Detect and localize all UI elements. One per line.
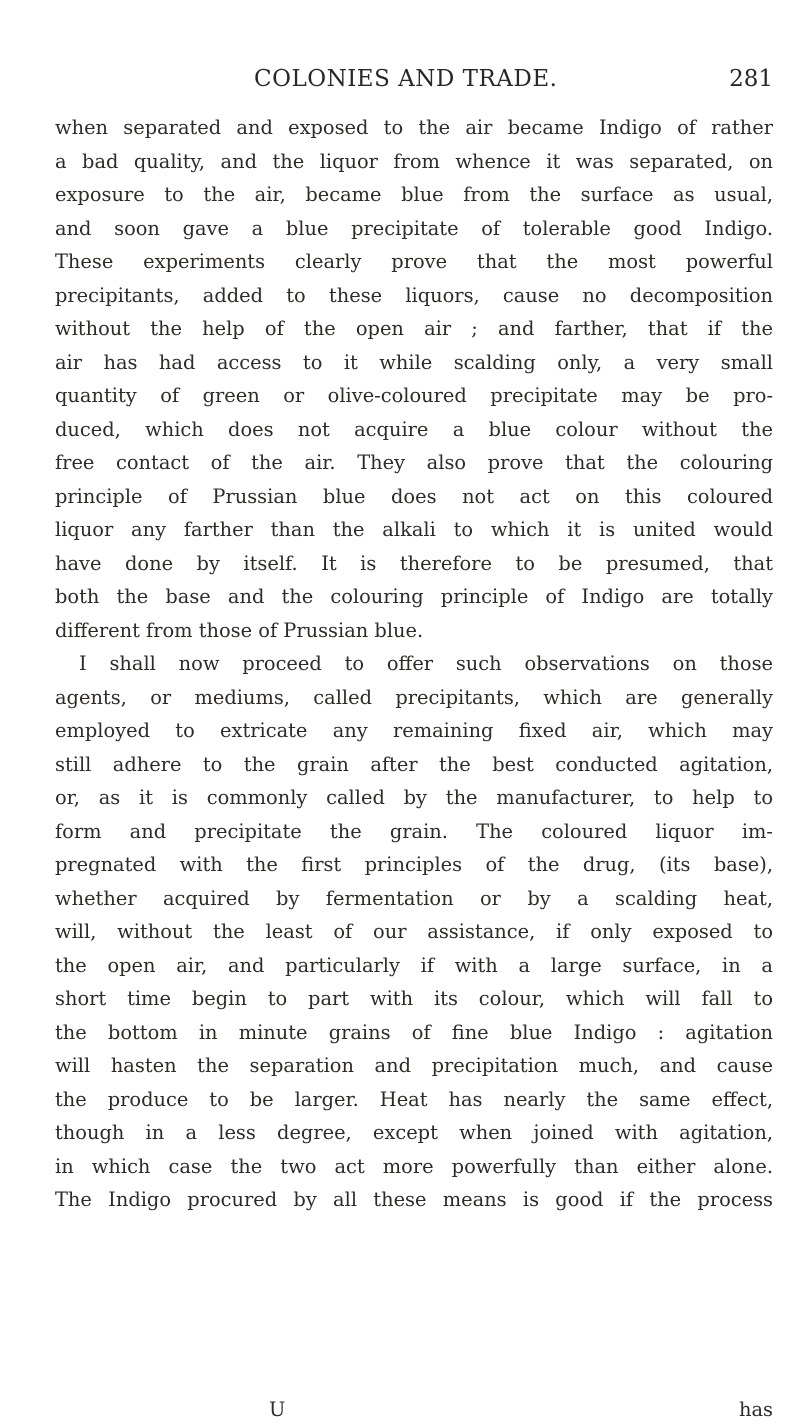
text-line: though in a less degree, except when joined with agitation,	[55, 1121, 773, 1144]
running-head: COLONIES AND TRADE.	[254, 66, 558, 92]
body-text	[55, 111, 773, 1217]
text-line: whether acquired by fermentation or by a scalding heat,	[55, 886, 773, 910]
text-line: or, as it is commonly called by the manufacturer, to help to	[55, 786, 773, 809]
text-line: short time begin to part with its colour, which will fall to	[55, 987, 773, 1010]
text-line: the bottom in minute grains of fine blue Indigo : agitation	[55, 1020, 773, 1044]
text-line: duced, which does not acquire a blue colour without the	[55, 417, 773, 441]
text-line: These experiments clearly prove that the most powerful	[55, 250, 773, 273]
text-line: in which case the two act more powerfully than either alone.	[55, 1154, 773, 1178]
text-line: still adhere to the grain after the best conducted agitation,	[55, 752, 773, 776]
page-footer	[55, 1398, 773, 1426]
catchword: has	[739, 1398, 773, 1421]
text-line: the open air, and particularly if with a large surface, in a	[55, 953, 773, 977]
text-line: liquor any farther than the alkali to which it is united would	[55, 518, 773, 541]
text-line: different from those of Prussian blue.	[55, 618, 424, 642]
text-line: will, without the least of our assistance, if only exposed to	[55, 920, 773, 943]
paragraph-start-line: I shall now proceed to offer such observations on those	[79, 652, 773, 675]
text-line: exposure to the air, became blue from the surface as usual,	[55, 183, 773, 206]
page-number: 281	[729, 66, 773, 92]
text-line: the produce to be larger. Heat has nearly the same effect,	[55, 1087, 773, 1111]
text-line: both the base and the colouring principle of Indigo are totally	[55, 585, 773, 608]
text-line: form and precipitate the grain. The coloured liquor im-	[55, 819, 773, 843]
text-line: air has had access to it while scalding only, a very small	[55, 350, 773, 374]
text-line: when separated and exposed to the air became Indigo of rather	[55, 116, 773, 139]
text-line: precipitants, added to these liquors, cause no decomposition	[55, 283, 773, 307]
text-line: without the help of the open air ; and farther, that if the	[55, 317, 773, 340]
text-line: agents, or mediums, called precipitants, which are generally	[55, 685, 773, 709]
text-line: a bad quality, and the liquor from whence it was separated, on	[55, 149, 773, 173]
text-line: employed to extricate any remaining fixed air, which may	[55, 719, 773, 742]
text-line: pregnated with the first principles of the drug, (its base),	[55, 853, 773, 876]
text-line: free contact of the air. They also prove that the colouring	[55, 451, 773, 474]
text-line: have done by itself. It is therefore to be presumed, that	[55, 551, 773, 575]
text-line: will hasten the separation and precipitation much, and cause	[55, 1054, 773, 1077]
page-header	[55, 66, 773, 106]
text-line: quantity of green or olive-coloured precipitate may be pro-	[55, 384, 773, 407]
text-line: principle of Prussian blue does not act on this coloured	[55, 484, 773, 508]
signature-mark: U	[269, 1398, 286, 1421]
text-line: The Indigo procured by all these means is good if the process	[55, 1188, 773, 1211]
text-line: and soon gave a blue precipitate of tolerable good Indigo.	[55, 216, 773, 240]
